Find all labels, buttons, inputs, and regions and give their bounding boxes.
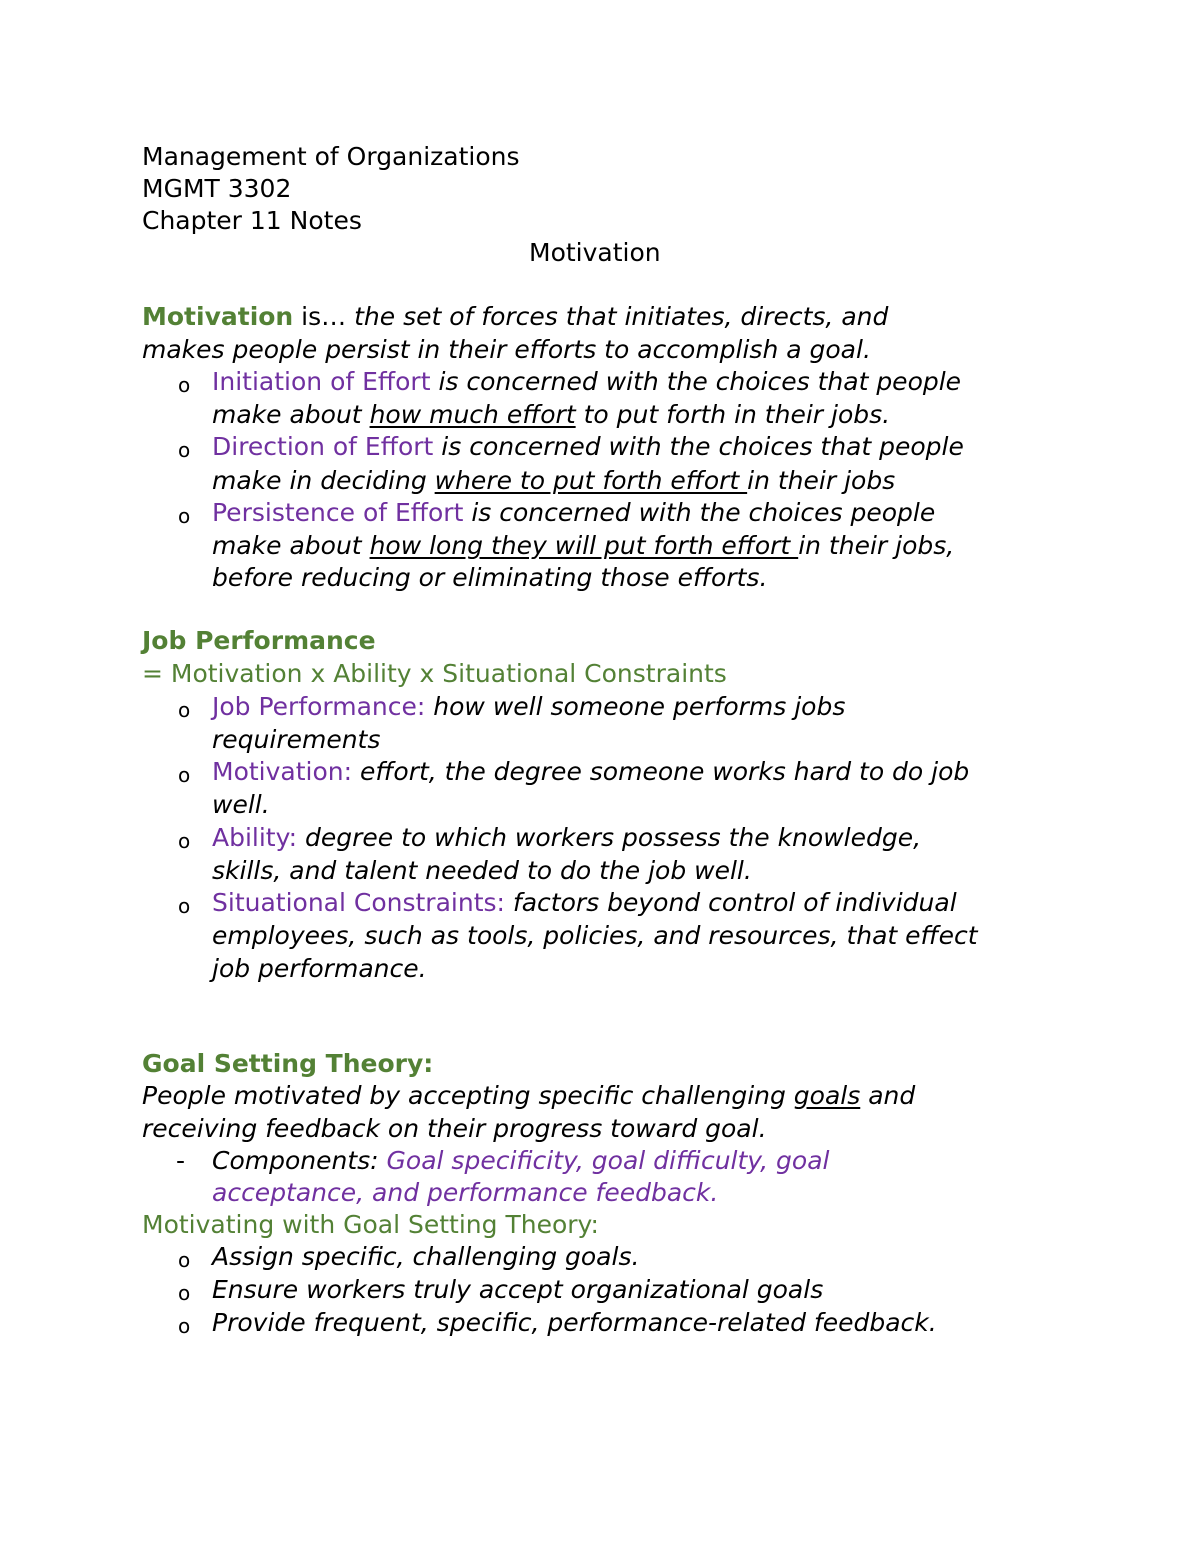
motivation-def-line-2: makes people persist in their efforts to accomplish a goal. <box>142 335 871 364</box>
goal-setting-subheading: Motivating with Goal Setting Theory: <box>142 1210 599 1239</box>
dash-marker: - <box>176 1146 186 1175</box>
course-code: MGMT 3302 <box>142 174 292 203</box>
chapter-label: Chapter 11 Notes <box>142 206 362 235</box>
page-title: Motivation <box>529 238 661 267</box>
bullet-marker: o <box>178 829 191 853</box>
item-label: Motivation: <box>212 757 353 786</box>
list-item-continuation: employees, such as tools, policies, and resources, that effect <box>212 921 978 950</box>
list-item: Provide frequent, specific, performance-related feedback. <box>212 1308 937 1337</box>
list-item: Assign specific, challenging goals. <box>212 1242 640 1271</box>
course-title: Management of Organizations <box>142 142 520 171</box>
list-item-continuation: make about how much effort to put forth in their jobs. <box>212 400 891 429</box>
item-label: Direction of Effort <box>212 432 434 461</box>
bullet-marker: o <box>178 1281 191 1305</box>
item-label: Persistence of Effort <box>212 498 464 527</box>
list-item: Persistence of Effort is concerned with the choices people <box>212 498 936 527</box>
components-line-2: acceptance, and performance feedback. <box>212 1178 719 1207</box>
motivation-term: Motivation <box>142 302 294 331</box>
motivation-is: is… <box>293 302 355 331</box>
list-item-continuation: skills, and talent needed to do the job well. <box>212 856 752 885</box>
components-line-1: Components: Goal specificity, goal difficulty, goal <box>212 1146 830 1175</box>
motivation-definition-line-1 <box>142 302 888 332</box>
item-label: Initiation of Effort <box>212 367 431 396</box>
list-item-continuation: make about how long they will put forth effort in their jobs, <box>212 531 955 560</box>
list-item: Situational Constraints: factors beyond control of individual <box>212 888 957 917</box>
item-label: Ability: <box>212 823 298 852</box>
list-item: Motivation: effort, the degree someone works hard to do job <box>212 757 970 786</box>
bullet-marker: o <box>178 894 191 918</box>
bullet-marker: o <box>178 373 191 397</box>
list-item-continuation: make in deciding where to put forth effort in their jobs <box>212 466 896 495</box>
bullet-marker: o <box>178 698 191 722</box>
list-item-continuation: job performance. <box>212 954 427 983</box>
item-label: Situational Constraints: <box>212 888 505 917</box>
list-item: Job Performance: how well someone performs jobs <box>212 692 846 721</box>
bullet-marker: o <box>178 438 191 462</box>
goal-setting-heading: Goal Setting Theory: <box>142 1049 434 1078</box>
motivation-def-line-1: the set of forces that initiates, directs, and <box>354 302 889 331</box>
list-item: Initiation of Effort is concerned with the choices that people <box>212 367 962 396</box>
list-item: Direction of Effort is concerned with the choices that people <box>212 432 964 461</box>
bullet-marker: o <box>178 763 191 787</box>
list-item: Ability: degree to which workers possess the knowledge, <box>212 823 922 852</box>
job-performance-formula: = Motivation x Ability x Situational Constraints <box>142 659 727 688</box>
item-label: Job Performance: <box>212 692 426 721</box>
job-performance-heading: Job Performance <box>142 626 376 655</box>
list-item-continuation: requirements <box>212 725 381 754</box>
list-item-continuation: well. <box>212 790 270 819</box>
bullet-marker: o <box>178 1248 191 1272</box>
list-item: Ensure workers truly accept organizational goals <box>212 1275 824 1304</box>
bullet-marker: o <box>178 504 191 528</box>
goal-setting-definition-line-1: People motivated by accepting specific challenging goals and <box>142 1081 916 1110</box>
list-item-continuation: before reducing or eliminating those efforts. <box>212 563 768 592</box>
goal-setting-definition-line-2: receiving feedback on their progress toward goal. <box>142 1114 767 1143</box>
bullet-marker: o <box>178 1314 191 1338</box>
